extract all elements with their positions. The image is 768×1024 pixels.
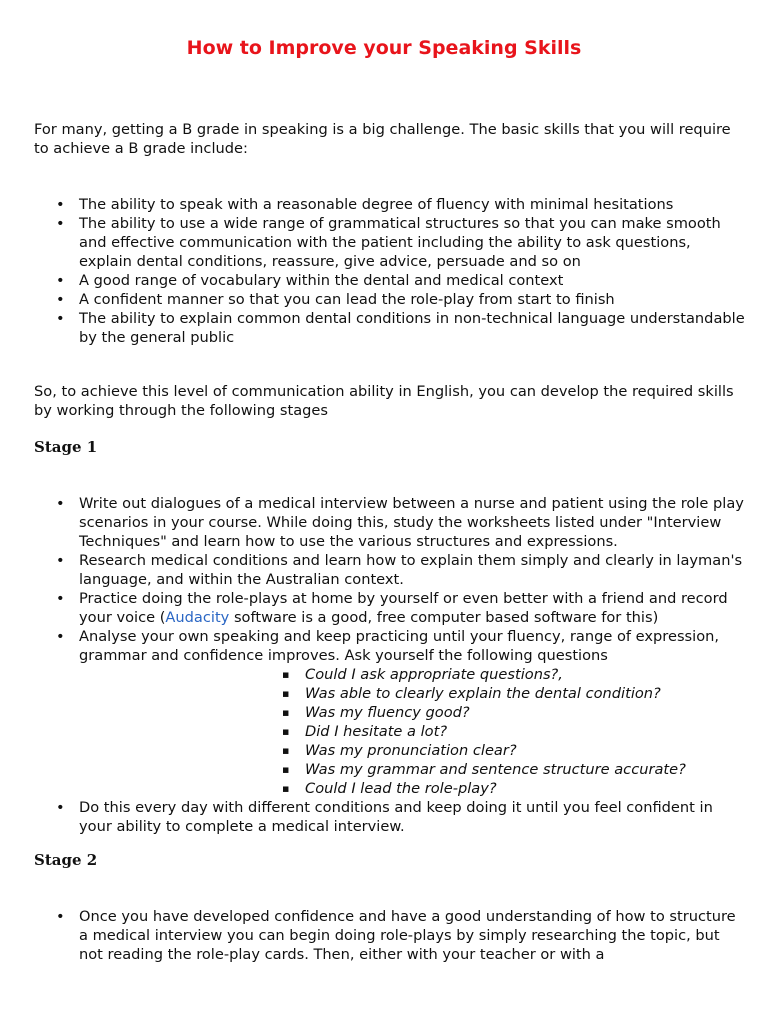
item-text: Analyse your own speaking and keep practicing until your fluency, range of expression, grammar and confidence improves. Ask yourself the following questions	[79, 628, 720, 664]
stage-1-list	[34, 494, 746, 836]
transition-paragraph: So, to achieve this level of communication ability in English, you can develop the required skills by working through the following stages	[34, 383, 734, 419]
intro-paragraph: For many, getting a B grade in speaking is a big challenge. The basic skills that you will require to achieve a B grade include:	[34, 121, 731, 157]
list-item: • A confident manner so that you can lead the role-play from start to finish	[34, 290, 746, 309]
list-item: • Write out dialogues of a medical interview between a nurse and patient using the role play scenarios in your course. While doing this, study the worksheets listed under "Interview Techniques" and learn how to use the various structures and expressions.	[34, 494, 746, 551]
list-item	[34, 589, 746, 627]
question-item: ▪ Was able to clearly explain the dental condition?	[79, 684, 746, 703]
stage-2-list	[34, 907, 746, 964]
question-item: ▪ Was my grammar and sentence structure accurate?	[79, 760, 746, 779]
stage-1-heading: Stage 1	[34, 438, 98, 456]
list-item: • A good range of vocabulary within the dental and medical context	[34, 271, 746, 290]
question-item: ▪ Did I hesitate a lot?	[79, 722, 746, 741]
item-text: Practice doing the role-plays at home by yourself or even better with a friend and record your voice (	[79, 590, 728, 626]
list-item: • The ability to explain common dental conditions in non-technical language understandable by the general public	[34, 309, 746, 347]
list-item: • The ability to speak with a reasonable degree of fluency with minimal hesitations	[34, 195, 746, 214]
skills-list	[34, 195, 746, 347]
stage-2-heading: Stage 2	[34, 851, 98, 869]
page-title: How to Improve your Speaking Skills	[186, 37, 582, 59]
audacity-link[interactable]: Audacity	[165, 609, 230, 626]
questions-list	[79, 665, 746, 798]
list-item: • Once you have developed confidence and have a good understanding of how to structure a medical interview you can begin doing role-plays by simply researching the topic, but not reading the role-play cards. Then, either with your teacher or with a	[34, 907, 746, 964]
question-item: ▪ Was my fluency good?	[79, 703, 746, 722]
list-item: • Research medical conditions and learn how to explain them simply and clearly in layman's language, and within the Australian context.	[34, 551, 746, 589]
item-text: software is a good, free computer based software for this)	[229, 609, 659, 626]
list-item	[34, 627, 746, 798]
list-item: • The ability to use a wide range of grammatical structures so that you can make smooth and effective communication with the patient including the ability to ask questions, explain dental conditions, reassure, give advice, persuade and so on	[34, 214, 746, 271]
question-item: ▪ Could I ask appropriate questions?,	[79, 665, 746, 684]
list-item: • Do this every day with different conditions and keep doing it until you feel confident in your ability to complete a medical interview.	[34, 798, 746, 836]
question-item: ▪ Was my pronunciation clear?	[79, 741, 746, 760]
question-item: ▪ Could I lead the role-play?	[79, 779, 746, 798]
